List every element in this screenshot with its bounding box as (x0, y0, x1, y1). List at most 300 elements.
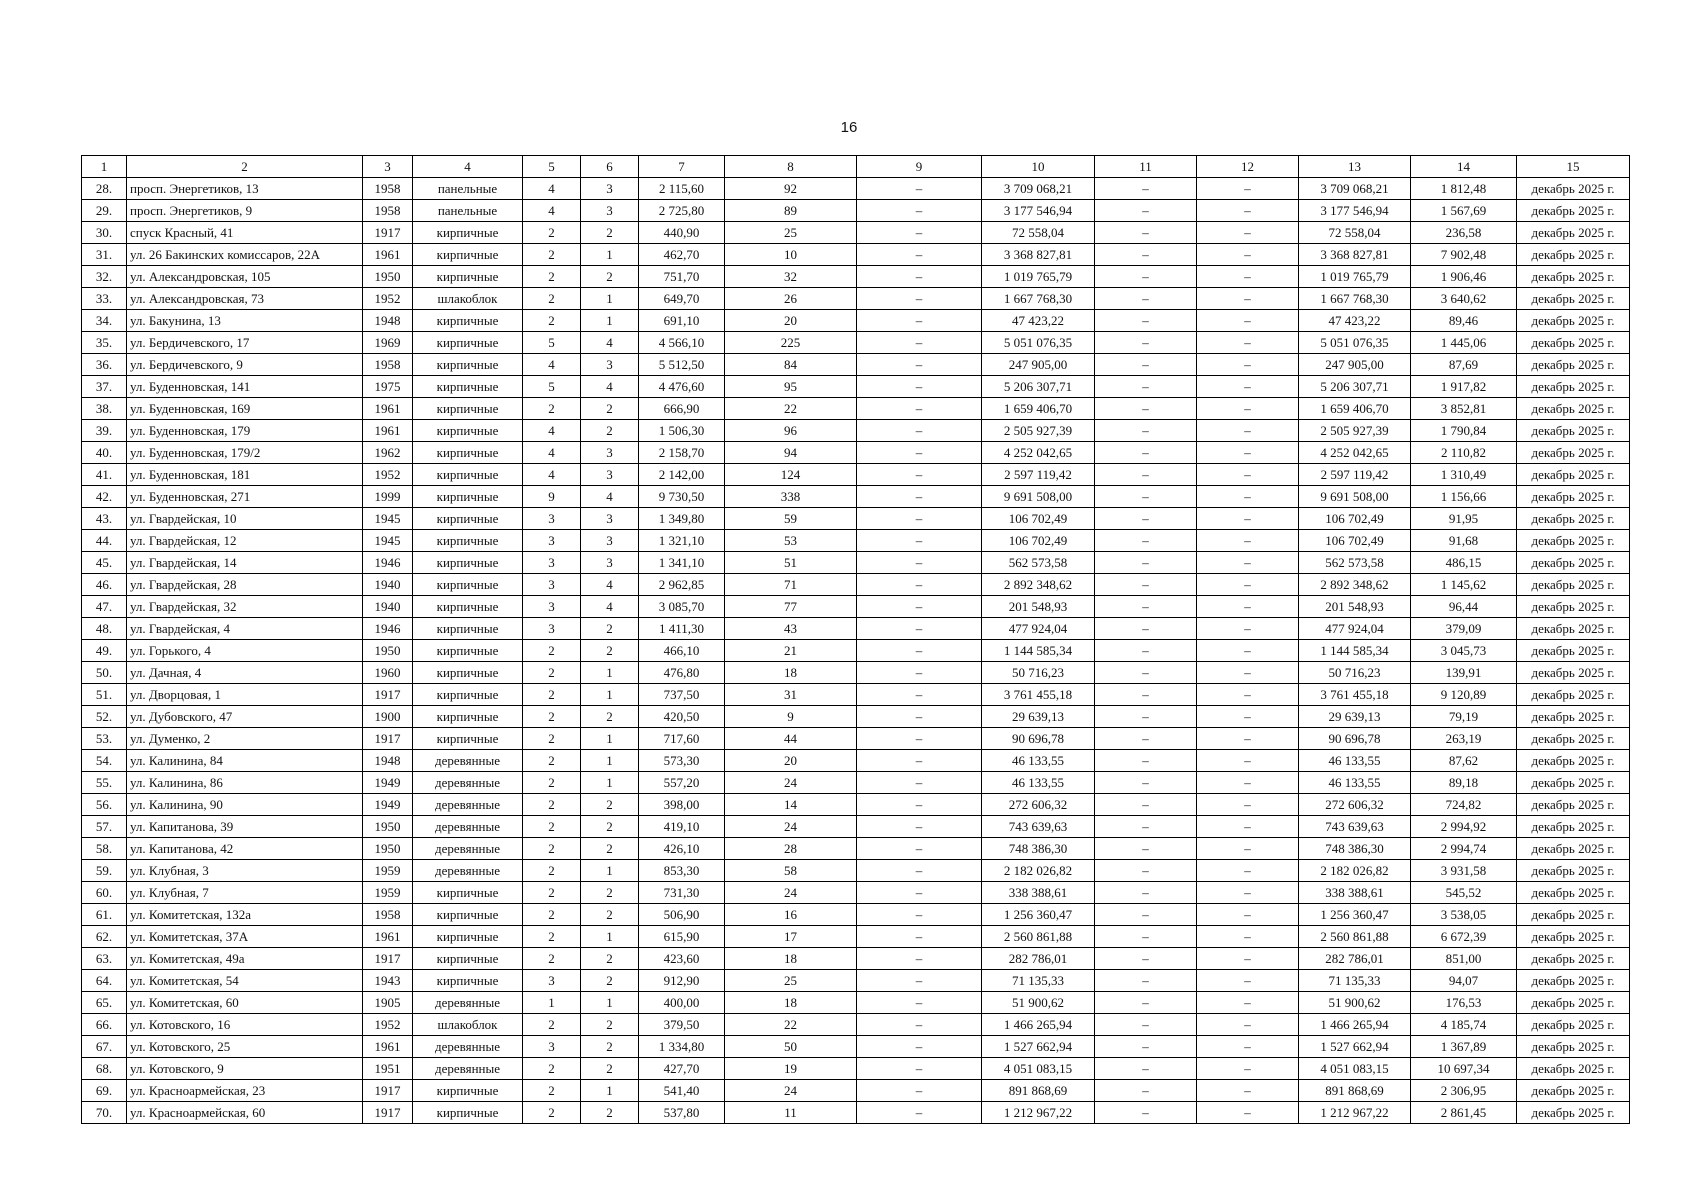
table-cell: 46 133,55 (982, 772, 1095, 794)
table-cell: деревянные (413, 750, 523, 772)
table-cell: 2 (581, 398, 639, 420)
table-cell: 106 702,49 (982, 508, 1095, 530)
table-cell: ул. Дачная, 4 (127, 662, 363, 684)
table-cell: 4 (523, 354, 581, 376)
table-cell: 3 852,81 (1411, 398, 1517, 420)
table-cell: – (1095, 486, 1197, 508)
table-cell: 3 085,70 (639, 596, 725, 618)
table-cell: 1 466 265,94 (982, 1014, 1095, 1036)
table-cell: 1 (581, 1080, 639, 1102)
table-cell: – (1197, 420, 1299, 442)
table-cell: 1 367,89 (1411, 1036, 1517, 1058)
table-cell: 139,91 (1411, 662, 1517, 684)
table-cell: 3 (581, 508, 639, 530)
table-cell: кирпичные (413, 640, 523, 662)
table-cell: 71 135,33 (1299, 970, 1411, 992)
table-cell: 666,90 (639, 398, 725, 420)
table-cell: ул. Капитанова, 42 (127, 838, 363, 860)
table-cell: 3 931,58 (1411, 860, 1517, 882)
table-cell: кирпичные (413, 574, 523, 596)
table-row (82, 706, 1630, 728)
table-cell: 2 861,45 (1411, 1102, 1517, 1124)
table-cell: декабрь 2025 г. (1517, 706, 1630, 728)
table-cell: 1917 (363, 684, 413, 706)
table-row (82, 574, 1630, 596)
table-cell: – (857, 398, 982, 420)
table-cell: – (857, 1014, 982, 1036)
table-cell: 44 (725, 728, 857, 750)
table-row (82, 750, 1630, 772)
table-cell: 426,10 (639, 838, 725, 860)
table-cell: – (1197, 574, 1299, 596)
table-cell: декабрь 2025 г. (1517, 992, 1630, 1014)
table-cell: – (1197, 596, 1299, 618)
table-cell: 24 (725, 882, 857, 904)
table-cell: 2 (523, 684, 581, 706)
table-cell: – (1095, 618, 1197, 640)
table-cell: – (857, 1058, 982, 1080)
table-cell: 5 051 076,35 (982, 332, 1095, 354)
table-cell: ул. Бердичевского, 17 (127, 332, 363, 354)
table-row (82, 904, 1630, 926)
table-cell: 18 (725, 662, 857, 684)
table-row (82, 552, 1630, 574)
table-row (82, 486, 1630, 508)
table-cell: 2 (523, 728, 581, 750)
table-cell: кирпичные (413, 1080, 523, 1102)
column-header: 6 (581, 156, 639, 178)
table-cell: 1917 (363, 1102, 413, 1124)
table-cell: – (1197, 464, 1299, 486)
table-cell: – (1095, 530, 1197, 552)
table-cell: 3 045,73 (1411, 640, 1517, 662)
table-cell: декабрь 2025 г. (1517, 1036, 1630, 1058)
table-cell: – (857, 860, 982, 882)
table-cell: 2 (523, 662, 581, 684)
table-cell: ул. Буденновская, 271 (127, 486, 363, 508)
table-cell: 2 (523, 398, 581, 420)
table-cell: 1 (581, 860, 639, 882)
table-row (82, 816, 1630, 838)
table-cell: спуск Красный, 41 (127, 222, 363, 244)
table-cell: – (1095, 244, 1197, 266)
table-cell: – (1197, 332, 1299, 354)
table-cell: ул. Красноармейская, 23 (127, 1080, 363, 1102)
table-cell: 4 (523, 442, 581, 464)
table-cell: ул. Дворцовая, 1 (127, 684, 363, 706)
table-cell: декабрь 2025 г. (1517, 1102, 1630, 1124)
table-cell: 545,52 (1411, 882, 1517, 904)
table-cell: 38. (82, 398, 127, 420)
table-cell: – (1197, 794, 1299, 816)
table-cell: 748 386,30 (1299, 838, 1411, 860)
table-cell: 176,53 (1411, 992, 1517, 1014)
table-cell: – (857, 706, 982, 728)
table-cell: 69. (82, 1080, 127, 1102)
table-cell: ул. Гвардейская, 14 (127, 552, 363, 574)
table-cell: 94,07 (1411, 970, 1517, 992)
table-cell: – (1095, 684, 1197, 706)
table-cell: кирпичные (413, 684, 523, 706)
table-cell: 2 (523, 750, 581, 772)
table-cell: 90 696,78 (982, 728, 1095, 750)
table-cell: 338 (725, 486, 857, 508)
table-cell: 52. (82, 706, 127, 728)
table-cell: ул. Горького, 4 (127, 640, 363, 662)
table-cell: – (1095, 662, 1197, 684)
table-cell: 2 892 348,62 (982, 574, 1095, 596)
table-cell: 3 177 546,94 (1299, 200, 1411, 222)
table-cell: – (1197, 178, 1299, 200)
table-cell: 1961 (363, 398, 413, 420)
table-cell: 63. (82, 948, 127, 970)
table-cell: 1 (581, 750, 639, 772)
table-cell: 1952 (363, 288, 413, 310)
table-cell: – (857, 1080, 982, 1102)
table-cell: 3 761 455,18 (1299, 684, 1411, 706)
table-cell: 50 716,23 (982, 662, 1095, 684)
table-cell: – (1095, 706, 1197, 728)
table-cell: – (857, 640, 982, 662)
table-cell: 225 (725, 332, 857, 354)
table-cell: 2 (523, 838, 581, 860)
table-cell: 35. (82, 332, 127, 354)
table-cell: – (1197, 926, 1299, 948)
table-cell: 17 (725, 926, 857, 948)
table-cell: – (857, 662, 982, 684)
table-cell: 21 (725, 640, 857, 662)
table-cell: ул. Гвардейская, 4 (127, 618, 363, 640)
table-cell: ул. Калинина, 86 (127, 772, 363, 794)
table-cell: 2 (581, 420, 639, 442)
table-cell: 1952 (363, 464, 413, 486)
table-cell: 466,10 (639, 640, 725, 662)
table-row (82, 1102, 1630, 1124)
table-cell: 2 994,92 (1411, 816, 1517, 838)
table-cell: декабрь 2025 г. (1517, 904, 1630, 926)
table-cell: 9 120,89 (1411, 684, 1517, 706)
table-cell: 2 (581, 970, 639, 992)
table-cell: – (857, 794, 982, 816)
table-cell: 18 (725, 992, 857, 1014)
table-cell: 1905 (363, 992, 413, 1014)
table-cell: 91,95 (1411, 508, 1517, 530)
table-cell: 912,90 (639, 970, 725, 992)
table-cell: – (1197, 1080, 1299, 1102)
table-cell: декабрь 2025 г. (1517, 596, 1630, 618)
table-cell: 58 (725, 860, 857, 882)
table-cell: 1 (581, 662, 639, 684)
table-cell: кирпичные (413, 948, 523, 970)
table-cell: 1 790,84 (1411, 420, 1517, 442)
table-cell: 3 (523, 552, 581, 574)
table-cell: 3 (581, 178, 639, 200)
table-cell: 45. (82, 552, 127, 574)
table-cell: 26 (725, 288, 857, 310)
table-cell: 379,09 (1411, 618, 1517, 640)
column-header: 4 (413, 156, 523, 178)
table-cell: декабрь 2025 г. (1517, 772, 1630, 794)
table-cell: 3 177 546,94 (982, 200, 1095, 222)
table-cell: 1 (581, 926, 639, 948)
table-cell: деревянные (413, 860, 523, 882)
table-cell: 33. (82, 288, 127, 310)
table-cell: 1 659 406,70 (982, 398, 1095, 420)
table-cell: – (1197, 310, 1299, 332)
table-cell: 59. (82, 860, 127, 882)
table-cell: 91,68 (1411, 530, 1517, 552)
table-cell: 29 639,13 (982, 706, 1095, 728)
column-header: 9 (857, 156, 982, 178)
table-cell: панельные (413, 178, 523, 200)
table-cell: 419,10 (639, 816, 725, 838)
table-cell: кирпичные (413, 596, 523, 618)
table-cell: 1940 (363, 574, 413, 596)
table-cell: кирпичные (413, 904, 523, 926)
table-cell: 1943 (363, 970, 413, 992)
table-cell: 51. (82, 684, 127, 706)
table-cell: 2 962,85 (639, 574, 725, 596)
table-cell: 1950 (363, 816, 413, 838)
table-cell: 2 306,95 (1411, 1080, 1517, 1102)
table-cell: ул. Клубная, 3 (127, 860, 363, 882)
table-cell: – (857, 442, 982, 464)
table-cell: 891 868,69 (982, 1080, 1095, 1102)
table-cell: декабрь 2025 г. (1517, 376, 1630, 398)
table-cell: 72 558,04 (982, 222, 1095, 244)
table-cell: 42. (82, 486, 127, 508)
table-cell: 50 716,23 (1299, 662, 1411, 684)
table-cell: 1 667 768,30 (982, 288, 1095, 310)
table-cell: ул. Буденновская, 169 (127, 398, 363, 420)
table-row (82, 662, 1630, 684)
table-cell: 96 (725, 420, 857, 442)
table-row (82, 926, 1630, 948)
table-cell: – (1197, 266, 1299, 288)
table-cell: кирпичные (413, 398, 523, 420)
table-cell: – (1197, 442, 1299, 464)
table-cell: – (857, 618, 982, 640)
table-cell: ул. Буденновская, 179/2 (127, 442, 363, 464)
table-cell: ул. Александровская, 105 (127, 266, 363, 288)
table-cell: 3 (523, 574, 581, 596)
table-cell: 16 (725, 904, 857, 926)
table-cell: – (1095, 200, 1197, 222)
table-row (82, 640, 1630, 662)
table-cell: – (1095, 508, 1197, 530)
table-cell: декабрь 2025 г. (1517, 618, 1630, 640)
table-cell: 557,20 (639, 772, 725, 794)
table-cell: – (857, 244, 982, 266)
table-cell: 4 (581, 486, 639, 508)
table-cell: 1949 (363, 772, 413, 794)
table-cell: 59 (725, 508, 857, 530)
table-cell: 1 156,66 (1411, 486, 1517, 508)
table-cell: 2 (523, 1058, 581, 1080)
table-cell: 1 (581, 310, 639, 332)
table-cell: 25 (725, 970, 857, 992)
table-cell: – (857, 530, 982, 552)
table-cell: 3 (523, 970, 581, 992)
table-cell: ул. Котовского, 25 (127, 1036, 363, 1058)
table-cell: 29 639,13 (1299, 706, 1411, 728)
table-cell: 1917 (363, 948, 413, 970)
table-cell: 56. (82, 794, 127, 816)
table-row (82, 728, 1630, 750)
table-cell: – (1197, 640, 1299, 662)
table-cell: – (1197, 354, 1299, 376)
table-cell: 2 (523, 706, 581, 728)
table-row (82, 200, 1630, 222)
table-row (82, 596, 1630, 618)
table-cell: – (1197, 376, 1299, 398)
table-cell: – (1197, 618, 1299, 640)
table-cell: 1 144 585,34 (1299, 640, 1411, 662)
table-cell: 1958 (363, 200, 413, 222)
table-cell: 1948 (363, 310, 413, 332)
table-cell: декабрь 2025 г. (1517, 1080, 1630, 1102)
table-cell: декабрь 2025 г. (1517, 178, 1630, 200)
table-cell: 4 (523, 420, 581, 442)
table-cell: ул. Гвардейская, 28 (127, 574, 363, 596)
table-cell: декабрь 2025 г. (1517, 1058, 1630, 1080)
table-row (82, 376, 1630, 398)
table-cell: – (1197, 398, 1299, 420)
table-cell: – (857, 684, 982, 706)
table-cell: 31. (82, 244, 127, 266)
table-cell: 2 142,00 (639, 464, 725, 486)
table-cell: ул. Буденновская, 141 (127, 376, 363, 398)
table-cell: 1948 (363, 750, 413, 772)
table-cell: 11 (725, 1102, 857, 1124)
table-cell: ул. Котовского, 16 (127, 1014, 363, 1036)
table-cell: 1 527 662,94 (982, 1036, 1095, 1058)
table-cell: 1917 (363, 222, 413, 244)
table-row (82, 398, 1630, 420)
table-cell: кирпичные (413, 442, 523, 464)
table-cell: 743 639,63 (982, 816, 1095, 838)
table-cell: 3 640,62 (1411, 288, 1517, 310)
table-cell: 4 051 083,15 (1299, 1058, 1411, 1080)
table-cell: 615,90 (639, 926, 725, 948)
table-cell: 1945 (363, 508, 413, 530)
table-cell: – (1095, 596, 1197, 618)
table-cell: 1958 (363, 904, 413, 926)
table-cell: 1969 (363, 332, 413, 354)
table-cell: 3 (581, 464, 639, 486)
table-cell: 1961 (363, 926, 413, 948)
table-cell: 89 (725, 200, 857, 222)
table-cell: – (857, 816, 982, 838)
table-cell: 737,50 (639, 684, 725, 706)
table-cell: ул. Гвардейская, 10 (127, 508, 363, 530)
table-cell: 2 (523, 1014, 581, 1036)
table-cell: 423,60 (639, 948, 725, 970)
table-cell: 67. (82, 1036, 127, 1058)
table-cell: 573,30 (639, 750, 725, 772)
table-cell: 1 (581, 772, 639, 794)
table-cell: – (1197, 1102, 1299, 1124)
table-cell: 1949 (363, 794, 413, 816)
table-cell: 1946 (363, 618, 413, 640)
table-cell: 201 548,93 (1299, 596, 1411, 618)
table-row (82, 882, 1630, 904)
table-cell: – (1197, 684, 1299, 706)
table-cell: кирпичные (413, 728, 523, 750)
table-cell: деревянные (413, 838, 523, 860)
table-cell: 2 (523, 882, 581, 904)
table-cell: кирпичные (413, 222, 523, 244)
table-cell: – (1095, 750, 1197, 772)
table-row (82, 420, 1630, 442)
table-cell: – (857, 552, 982, 574)
table-cell: – (857, 508, 982, 530)
table-cell: ул. Капитанова, 39 (127, 816, 363, 838)
table-cell: 24 (725, 816, 857, 838)
table-cell: 427,70 (639, 1058, 725, 1080)
table-cell: 9 691 508,00 (1299, 486, 1411, 508)
table-cell: 87,62 (1411, 750, 1517, 772)
table-cell: 751,70 (639, 266, 725, 288)
table-cell: – (1197, 244, 1299, 266)
table-cell: 1 144 585,34 (982, 640, 1095, 662)
table-cell: – (1197, 838, 1299, 860)
table-cell: 2 994,74 (1411, 838, 1517, 860)
table-cell: 2 110,82 (1411, 442, 1517, 464)
table-cell: 1961 (363, 244, 413, 266)
table-cell: 58. (82, 838, 127, 860)
table-cell: – (1197, 552, 1299, 574)
table-cell: 32. (82, 266, 127, 288)
table-cell: – (1095, 442, 1197, 464)
table-cell: декабрь 2025 г. (1517, 200, 1630, 222)
table-cell: – (1197, 200, 1299, 222)
table-cell: 29. (82, 200, 127, 222)
table-cell: – (857, 464, 982, 486)
table-cell: 2 (523, 794, 581, 816)
table-cell: 247 905,00 (1299, 354, 1411, 376)
table-cell: 247 905,00 (982, 354, 1095, 376)
table-cell: ул. Комитетская, 132а (127, 904, 363, 926)
table-row (82, 530, 1630, 552)
table-row (82, 1080, 1630, 1102)
table-cell: – (857, 574, 982, 596)
table-cell: 3 (581, 442, 639, 464)
table-cell: 5 (523, 332, 581, 354)
table-cell: – (1095, 904, 1197, 926)
table-cell: – (1197, 816, 1299, 838)
table-cell: 2 505 927,39 (1299, 420, 1411, 442)
table-cell: 1950 (363, 838, 413, 860)
table-cell: – (1095, 992, 1197, 1014)
table-cell: 1 411,30 (639, 618, 725, 640)
table-cell: декабрь 2025 г. (1517, 728, 1630, 750)
table-cell: 1959 (363, 860, 413, 882)
table-cell: ул. Комитетская, 60 (127, 992, 363, 1014)
table-cell: 31 (725, 684, 857, 706)
table-cell: – (1095, 926, 1197, 948)
table-cell: – (1095, 794, 1197, 816)
table-cell: кирпичные (413, 706, 523, 728)
table-cell: 236,58 (1411, 222, 1517, 244)
table-cell: 49. (82, 640, 127, 662)
column-header: 10 (982, 156, 1095, 178)
table-cell: 2 725,80 (639, 200, 725, 222)
table-cell: 1 527 662,94 (1299, 1036, 1411, 1058)
table-cell: 46. (82, 574, 127, 596)
table-cell: 3 761 455,18 (982, 684, 1095, 706)
page-number: 16 (840, 119, 858, 136)
